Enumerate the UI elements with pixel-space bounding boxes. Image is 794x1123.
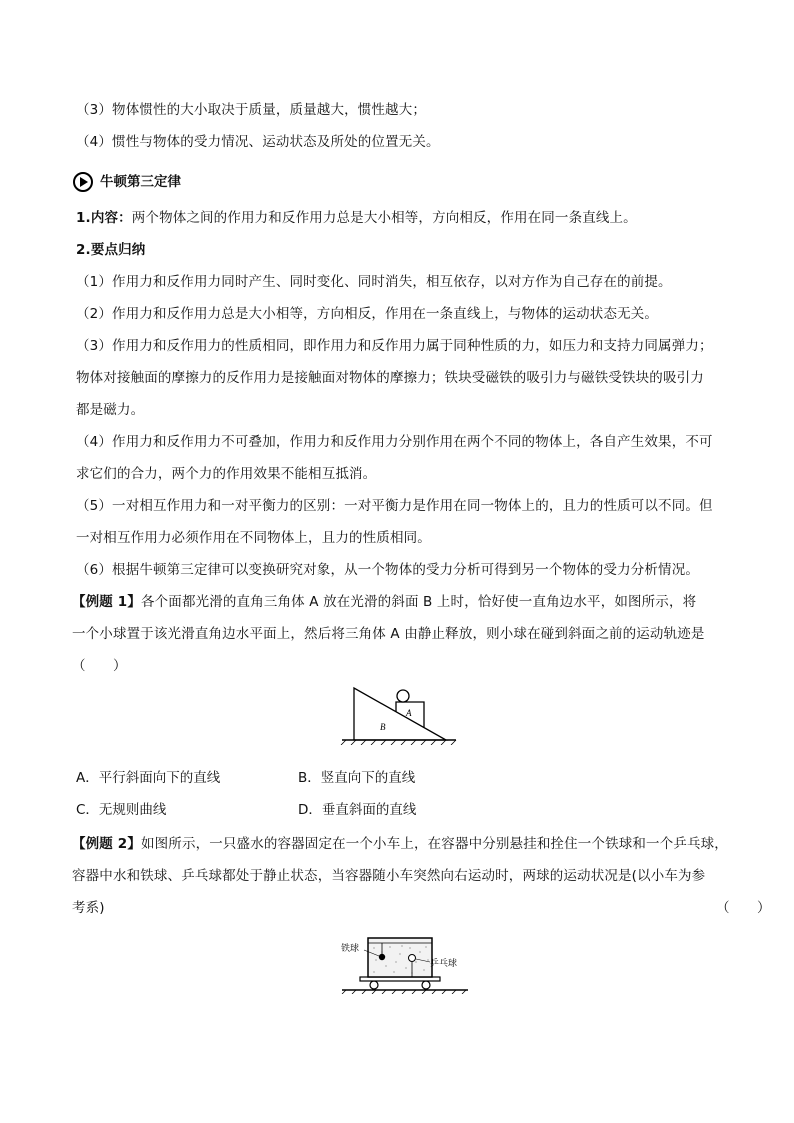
- point-line: 一对相互作用力必须作用在不同物体上，且力的性质相同。: [76, 530, 431, 546]
- label-iron-ball: 铁球: [341, 944, 360, 954]
- example1-label: 【例题 1】: [72, 594, 141, 610]
- content-line: [76, 208, 637, 228]
- content-text: 两个物体之间的作用力和反作用力总是大小相等，方向相反，作用在同一条直线上。: [131, 210, 637, 226]
- option-c: C．无规则曲线: [76, 802, 167, 818]
- point-line: （5）一对相互作用力和一对平衡力的区别：一对平衡力是作用在同一物体上的，且力的性质可以不同。但: [76, 498, 713, 514]
- point-line: （1）作用力和反作用力同时产生、同时变化、同时消失，相互依存，以对方作为自己存在的前提。: [76, 274, 672, 290]
- option-b: B．竖直向下的直线: [298, 770, 416, 786]
- play-circle-icon: [73, 172, 93, 192]
- triangle-incline-figure: [336, 683, 460, 745]
- point-line: 都是磁力。: [76, 402, 145, 418]
- option-d: D．垂直斜面的直线: [298, 802, 417, 818]
- point-line: （6）根据牛顿第三定律可以变换研究对象，从一个物体的受力分析可得到另一个物体的受力分析情况。: [76, 562, 699, 578]
- example1-line: [72, 592, 696, 612]
- section-title: 牛顿第三定律: [100, 174, 181, 190]
- example1-line: 一个小球置于该光滑直角边水平面上，然后将三角体 A 由静止释放，则小球在碰到斜面之前的运动轨迹是: [72, 626, 705, 642]
- point-line: 求它们的合力，两个力的作用效果不能相互抵消。: [76, 466, 377, 482]
- example1-text: 各个面都光滑的直角三角体 A 放在光滑的斜面 B 上时，恰好使一直角边水平，如图所示，将: [141, 594, 697, 610]
- label-b: B: [380, 722, 386, 732]
- content-label: 1.内容：: [76, 210, 132, 226]
- example2-text: 如图所示，一只盛水的容器固定在一个小车上，在容器中分别悬挂和拴住一个铁球和一个乒乓球，: [141, 836, 728, 852]
- water-container-figure: [338, 932, 472, 994]
- text-line: （4）惯性与物体的受力情况、运动状态及所处的位置无关。: [76, 134, 440, 150]
- label-a: A: [406, 708, 412, 718]
- point-line: （4）作用力和反作用力不可叠加，作用力和反作用力分别作用在两个不同的物体上，各自产生效果，不可: [76, 434, 713, 450]
- point-line: （3）作用力和反作用力的性质相同，即作用力和反作用力属于同种性质的力，如压力和支持力同属弹力；: [76, 338, 713, 354]
- text-line: （3）物体惯性的大小取决于质量，质量越大，惯性越大；: [76, 102, 426, 118]
- point-line: 物体对接触面的摩擦力的反作用力是接触面对物体的摩擦力；铁块受磁铁的吸引力与磁铁受铁块的吸引力: [76, 370, 704, 386]
- label-pingpong-ball: 乒乓球: [430, 959, 458, 969]
- point-line: （2）作用力和反作用力总是大小相等，方向相反，作用在一条直线上，与物体的运动状态无关。: [76, 306, 659, 322]
- example2-bracket: （ ）: [716, 900, 771, 916]
- option-a: A．平行斜面向下的直线: [76, 770, 221, 786]
- summary-title: 2.要点归纳: [76, 242, 146, 258]
- example2-line: 考系): [72, 900, 105, 916]
- example2-line: [72, 834, 728, 854]
- example2-line: 容器中水和铁球、乒乓球都处于静止状态，当容器随小车突然向右运动时，两球的运动状况是(以小车为参: [72, 868, 706, 884]
- example1-bracket: （ ）: [72, 658, 127, 674]
- example2-label: 【例题 2】: [72, 836, 141, 852]
